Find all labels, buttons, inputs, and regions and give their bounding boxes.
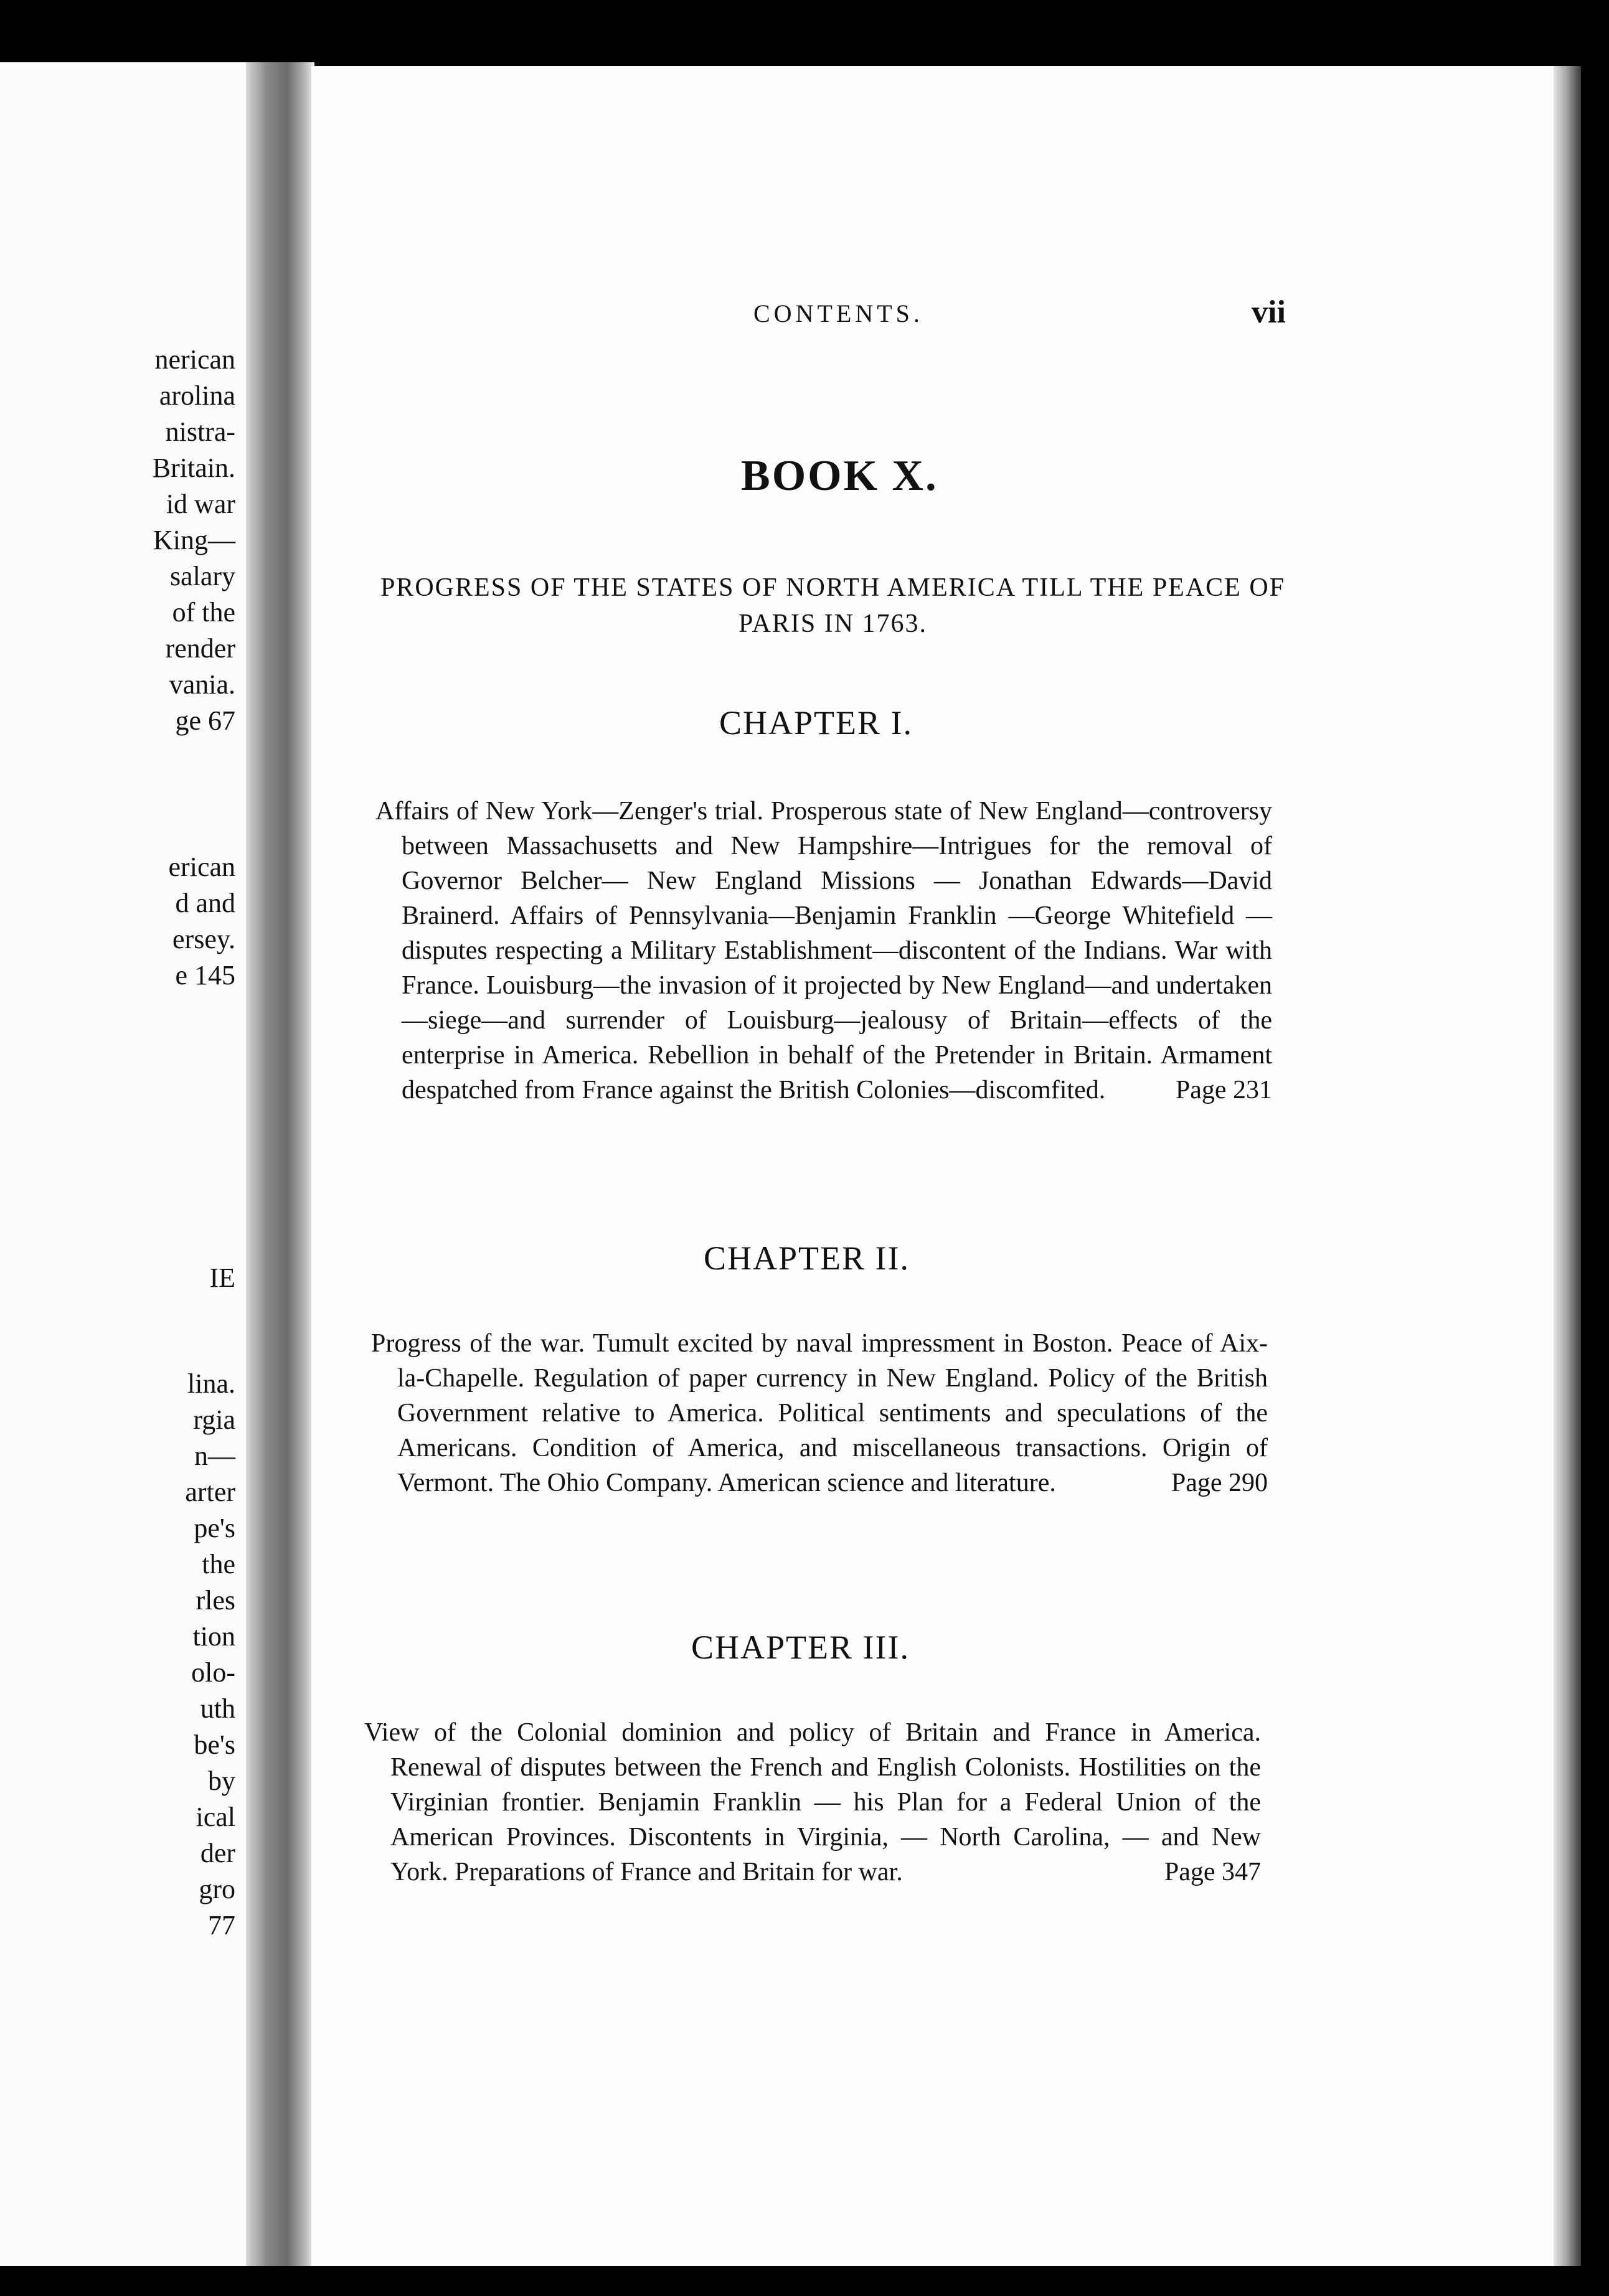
chapter-heading: CHAPTER II.	[704, 1240, 910, 1277]
facing-page-line: id war	[166, 489, 235, 519]
page-edge	[1554, 66, 1581, 2266]
facing-page-line: ical	[196, 1802, 235, 1832]
facing-page-line: der	[200, 1838, 235, 1868]
page-reference: Page 347	[1164, 1858, 1261, 1886]
facing-page-line: ge 67	[175, 705, 235, 736]
facing-page-line: tion	[192, 1621, 235, 1652]
facing-page-line: salary	[169, 561, 235, 591]
page-reference: Page 231	[1175, 1076, 1272, 1104]
facing-page-line: rgia	[193, 1404, 235, 1435]
facing-page	[0, 62, 249, 2266]
chapter-heading: CHAPTER III.	[691, 1629, 910, 1666]
running-head: CONTENTS.	[753, 299, 923, 327]
facing-page-line: uth	[200, 1693, 235, 1724]
chapter-summary	[371, 1326, 1268, 1500]
facing-page-line: gro	[199, 1874, 235, 1904]
chapter-heading: CHAPTER I.	[719, 704, 913, 741]
facing-page-line: render	[165, 633, 235, 664]
facing-page-line: the	[202, 1549, 235, 1579]
chapter-summary-text: Affairs of New York—Zenger's trial. Prosperous state of New England—controversy between Massachusetts and New Hampshire—Intrigues for the removal of Governor Belcher— New England Missions — Jonathan Edwards—David Brainerd. Affairs of Pennsylvania—Benjamin Franklin —George Whitefield — disputes respecting a Military Establishment—discontent of the Indians. War with France. Louisburg—the invasion of it projected by New England—and undertaken—siege—and surrender of Louisburg—jealousy of Britain—effects of the enterprise in America. Rebellion in behalf of the Pretender in Britain. Armament despatched from France against the British Colonies—discomfited.	[375, 797, 1272, 1104]
facing-page-line: vania.	[169, 669, 235, 700]
facing-page-line: d and	[175, 888, 235, 918]
facing-page-line: by	[208, 1766, 235, 1796]
facing-page-line: pe's	[194, 1513, 235, 1543]
facing-page-line: ersey.	[172, 924, 235, 954]
facing-page-line: arter	[185, 1477, 235, 1507]
facing-page-line: nistra-	[165, 416, 235, 447]
chapter-summary	[364, 1715, 1261, 1889]
facing-page-line: erican	[168, 852, 235, 882]
book-gutter	[246, 62, 314, 2266]
facing-page-line: IE	[209, 1263, 235, 1293]
facing-page-line: King—	[153, 525, 235, 555]
facing-page-line: 77	[208, 1910, 235, 1941]
facing-page-line: nerican	[154, 344, 235, 375]
contents-page	[311, 66, 1554, 2266]
page-number: vii	[1252, 294, 1286, 330]
facing-page-line: arolina	[159, 380, 235, 411]
facing-page-line: olo-	[191, 1657, 235, 1688]
facing-page-line: Britain.	[152, 453, 235, 483]
chapter-summary	[375, 794, 1272, 1108]
facing-page-line: be's	[194, 1729, 235, 1760]
facing-page-line: lina.	[187, 1368, 235, 1399]
chapter-summary-text: Progress of the war. Tumult excited by naval impressment in Boston. Peace of Aix-la-Chapelle. Regulation of paper currency in New England. Policy of the British Government relative to America. Political sentiments and speculations of the Americans. Condition of America, and miscellaneous transactions. Origin of Vermont. The Ohio Company. American science and literature.	[371, 1329, 1268, 1497]
book-title: BOOK X.	[741, 452, 938, 500]
facing-page-line: rles	[196, 1585, 235, 1616]
page-reference: Page 290	[1171, 1469, 1268, 1497]
facing-page-line: of the	[172, 597, 235, 628]
facing-page-line: e 145	[175, 960, 235, 990]
chapter-summary-text: View of the Colonial dominion and policy of Britain and France in America. Renewal of disputes between the French and English Colonists. Hostilities on the Virginian frontier. Benjamin Franklin — his Plan for a Federal Union of the American Provinces. Discontents in Virginia, — North Carolina, — and New York. Preparations of France and Britain for war.	[364, 1718, 1261, 1886]
facing-page-line: n—	[194, 1441, 235, 1471]
book-subtitle: PROGRESS OF THE STATES OF NORTH AMERICA TILL THE PEACE OF PARIS IN 1763.	[380, 573, 1286, 638]
